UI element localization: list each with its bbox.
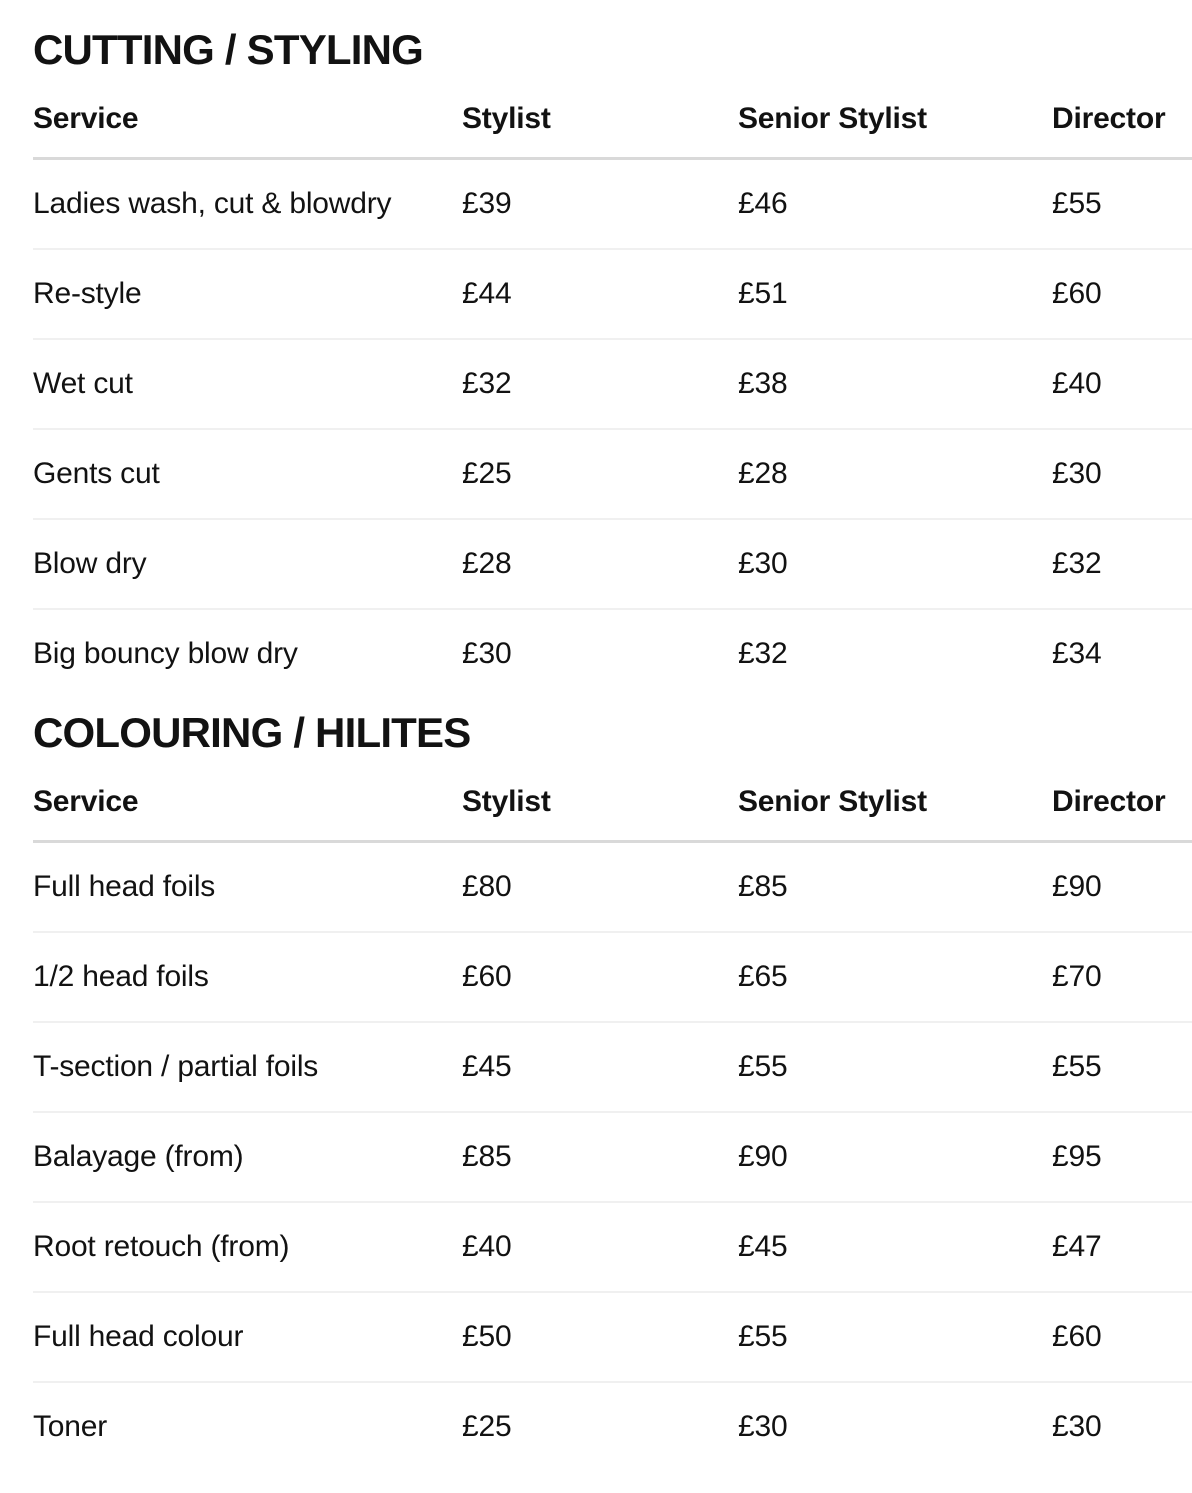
- price-cell-senior-stylist: £55: [738, 1022, 1052, 1112]
- price-table-colouring-hilites: [33, 754, 1192, 1471]
- service-cell: Blow dry: [33, 519, 462, 609]
- table-row: [33, 519, 1192, 609]
- price-cell-senior-stylist: £30: [738, 1410, 788, 1443]
- table-row: [33, 842, 1192, 933]
- column-header-director: Director: [1052, 71, 1192, 159]
- price-cell-director: £60: [1052, 1292, 1192, 1382]
- price-cell-senior-stylist: £32: [738, 637, 788, 670]
- service-cell: Wet cut: [33, 339, 462, 429]
- table-row: [33, 1112, 1192, 1202]
- price-cell-director: £70: [1052, 932, 1192, 1022]
- service-cell: Full head foils: [33, 842, 462, 933]
- price-cell-director: £30: [1052, 429, 1192, 519]
- price-cell-senior-stylist: £51: [738, 249, 1052, 339]
- section-colouring-hilites: [0, 709, 1192, 1471]
- table-row: [33, 1022, 1192, 1112]
- service-cell: Re-style: [33, 249, 462, 339]
- service-cell: T-section / partial foils: [33, 1022, 462, 1112]
- price-cell-stylist: £45: [462, 1022, 738, 1112]
- section-title-cutting-styling: CUTTING / STYLING: [33, 26, 424, 73]
- price-cell-stylist: £80: [462, 842, 738, 933]
- price-cell-senior-stylist: £28: [738, 429, 1052, 519]
- price-cell-senior-stylist: £30: [738, 519, 1052, 609]
- service-cell: Balayage (from): [33, 1112, 462, 1202]
- column-header-senior-stylist: Senior Stylist: [738, 754, 1052, 842]
- price-list-page: [0, 26, 1192, 1471]
- price-cell-director: £47: [1052, 1202, 1192, 1292]
- table-row: [33, 249, 1192, 339]
- column-header-senior-stylist: Senior Stylist: [738, 71, 1052, 159]
- column-header-service: Service: [33, 71, 462, 159]
- table-row: [33, 159, 1192, 250]
- service-cell: Root retouch (from): [33, 1202, 462, 1292]
- table-header-row: [33, 71, 1192, 159]
- table-row: [33, 609, 1192, 698]
- column-header-director: Director: [1052, 754, 1192, 842]
- service-cell: Full head colour: [33, 1292, 462, 1382]
- section-title-colouring-hilites: COLOURING / HILITES: [33, 709, 471, 756]
- price-cell-director: £30: [1052, 1410, 1102, 1443]
- price-cell-director: £95: [1052, 1112, 1192, 1202]
- price-cell-stylist: £25: [462, 429, 738, 519]
- table-row: [33, 1292, 1192, 1382]
- price-cell-stylist: £32: [462, 339, 738, 429]
- price-cell-stylist: £25: [462, 1410, 512, 1443]
- price-cell-senior-stylist: £90: [738, 1112, 1052, 1202]
- column-header-stylist: Stylist: [462, 71, 738, 159]
- service-cell: Ladies wash, cut & blowdry: [33, 159, 462, 250]
- table-row: [33, 1382, 1192, 1471]
- table-header-row: [33, 754, 1192, 842]
- service-cell: Big bouncy blow dry: [33, 637, 298, 670]
- price-cell-director: £90: [1052, 842, 1192, 933]
- service-cell: Gents cut: [33, 429, 462, 519]
- price-cell-director: £55: [1052, 159, 1192, 250]
- service-cell: Toner: [33, 1410, 108, 1443]
- price-cell-senior-stylist: £45: [738, 1202, 1052, 1292]
- table-row: [33, 1202, 1192, 1292]
- price-cell-director: £34: [1052, 637, 1102, 670]
- price-cell-director: £60: [1052, 249, 1192, 339]
- price-cell-director: £55: [1052, 1022, 1192, 1112]
- column-header-service: Service: [33, 754, 462, 842]
- price-cell-stylist: £50: [462, 1292, 738, 1382]
- column-header-stylist: Stylist: [462, 754, 738, 842]
- price-cell-senior-stylist: £55: [738, 1292, 1052, 1382]
- price-cell-director: £32: [1052, 519, 1192, 609]
- price-cell-stylist: £85: [462, 1112, 738, 1202]
- price-cell-senior-stylist: £46: [738, 159, 1052, 250]
- price-cell-stylist: £39: [462, 159, 738, 250]
- price-cell-stylist: £60: [462, 932, 738, 1022]
- price-cell-stylist: £28: [462, 519, 738, 609]
- table-row: [33, 932, 1192, 1022]
- section-cutting-styling: [0, 26, 1192, 698]
- price-cell-director: £40: [1052, 339, 1192, 429]
- price-cell-stylist: £30: [462, 637, 512, 670]
- table-row: [33, 339, 1192, 429]
- price-cell-senior-stylist: £65: [738, 932, 1052, 1022]
- price-cell-senior-stylist: £38: [738, 339, 1052, 429]
- price-table-cutting-styling: [33, 71, 1192, 698]
- price-cell-stylist: £40: [462, 1202, 738, 1292]
- table-row: [33, 429, 1192, 519]
- price-cell-stylist: £44: [462, 249, 738, 339]
- price-cell-senior-stylist: £85: [738, 842, 1052, 933]
- service-cell: 1/2 head foils: [33, 932, 462, 1022]
